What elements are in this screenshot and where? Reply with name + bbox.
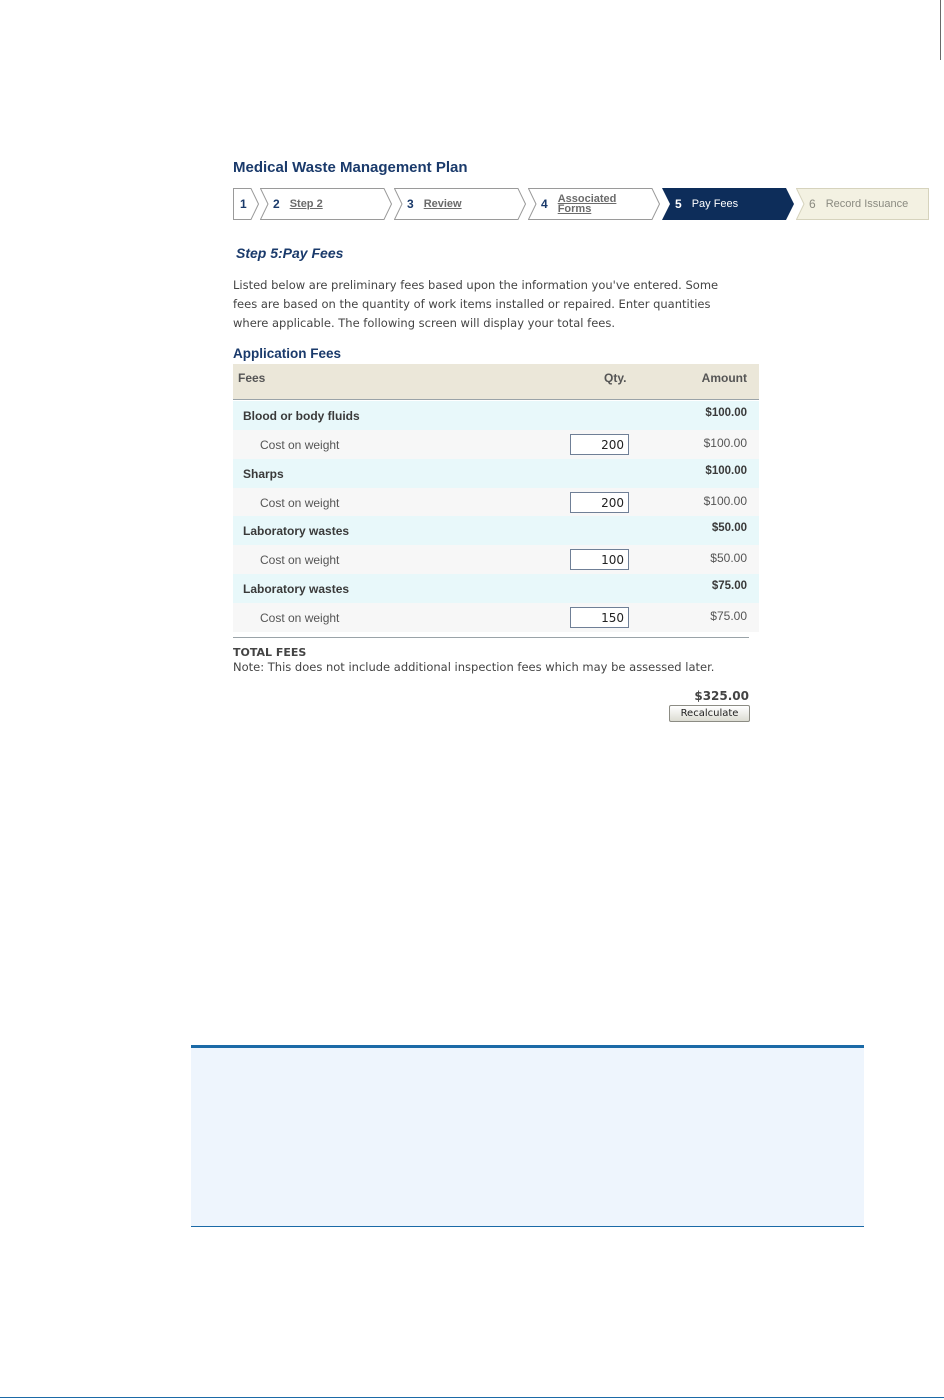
fee-group-amount: $50.00 (711, 522, 747, 534)
fee-item-name: Cost on weight (260, 611, 340, 625)
fee-group-row (233, 459, 759, 488)
quantity-input[interactable] (570, 492, 629, 513)
fee-item-name: Cost on weight (260, 438, 340, 452)
step-1[interactable] (233, 188, 259, 220)
fee-group-row (233, 516, 759, 545)
fee-item-row (233, 430, 759, 459)
step-4[interactable] (528, 188, 660, 220)
fee-table-header (233, 364, 759, 400)
step-1-number: 1 (240, 197, 247, 211)
step-2-link[interactable]: Step 2 (289, 198, 323, 210)
step-5-label: Pay Fees (691, 198, 739, 210)
fee-group-amount: $100.00 (705, 465, 747, 477)
step-3-number: 3 (407, 197, 414, 211)
page-title: Medical Waste Management Plan (233, 159, 468, 176)
step-heading: Step 5:Pay Fees (236, 245, 344, 261)
quantity-input[interactable] (570, 549, 629, 570)
fee-item-row (233, 488, 759, 517)
step-5-number: 5 (675, 197, 682, 211)
quantity-input[interactable] (570, 434, 629, 455)
fee-group-amount: $75.00 (711, 580, 747, 592)
fee-group-row (233, 401, 759, 430)
fee-item-amount: $100.00 (703, 494, 747, 508)
edge-rule (940, 0, 941, 60)
info-panel (191, 1045, 864, 1227)
step-3-link[interactable]: Review (423, 198, 462, 210)
fees-note: Note: This does not include additional inspection fees which may be assessed later. (233, 660, 715, 674)
fee-group-row (233, 574, 759, 603)
step-4-link[interactable]: Associated Forms (557, 193, 617, 215)
step-2[interactable] (260, 188, 392, 220)
step-6 (796, 188, 929, 220)
fee-group-amount: $100.00 (705, 407, 747, 419)
step-2-number: 2 (273, 197, 280, 211)
fee-item-amount: $100.00 (703, 436, 747, 450)
total-fees-amount: $325.00 (694, 689, 749, 703)
fee-item-name: Cost on weight (260, 553, 340, 567)
total-divider (233, 637, 749, 638)
fee-group-name: Sharps (243, 467, 284, 481)
total-fees-label: TOTAL FEES (233, 646, 307, 659)
column-amount: Amount (701, 371, 747, 385)
fee-item-row (233, 545, 759, 574)
step-6-number: 6 (809, 197, 816, 211)
quantity-input[interactable] (570, 607, 629, 628)
fee-item-amount: $75.00 (710, 609, 747, 623)
fee-item-row (233, 603, 759, 632)
fee-group-name: Laboratory wastes (243, 524, 350, 538)
intro-text: Listed below are preliminary fees based upon the information you've entered. Some fees are based on the quantity of work items installed or repaired. Enter quantities where applicable. The following screen will display your total fees. (233, 278, 719, 330)
column-qty: Qty. (604, 371, 627, 385)
footer-rule (0, 1397, 944, 1398)
recalculate-button[interactable]: Recalculate (669, 705, 750, 722)
column-fees: Fees (238, 371, 266, 385)
section-title: Application Fees (233, 346, 342, 361)
step-6-label: Record Issuance (825, 198, 909, 210)
step-4-number: 4 (541, 197, 548, 211)
fee-item-amount: $50.00 (710, 551, 747, 565)
step-5 (662, 188, 794, 220)
fee-group-name: Laboratory wastes (243, 582, 350, 596)
fee-item-name: Cost on weight (260, 496, 340, 510)
step-3[interactable] (394, 188, 526, 220)
fee-group-name: Blood or body fluids (243, 409, 360, 423)
